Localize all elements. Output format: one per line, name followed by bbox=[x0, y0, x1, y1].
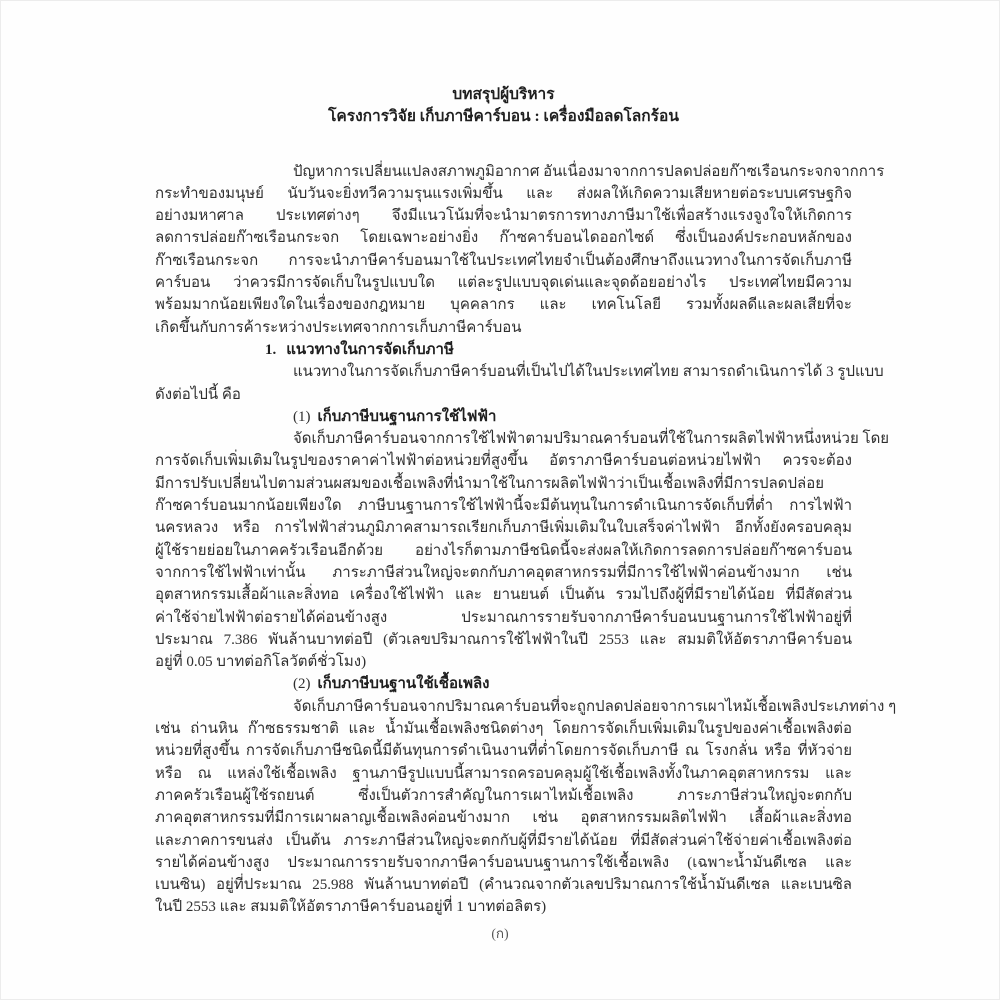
text-line: ดังต่อไปนี้ คือ bbox=[155, 386, 241, 403]
subsection-2-paragraph bbox=[155, 696, 897, 919]
text-line: ภาคครัวเรือนผู้ใช้รถยนต์ ซึ่งเป็นตัวการสำคัญในการเผาไหม้เชื้อเพลิง ภาระภาษีส่วนใหญ่จะตกกับ bbox=[155, 787, 852, 804]
text-line: พร้อมมากน้อยเพียงใดในเรื่องของกฎหมาย บุคคลากร และ เทคโนโลยี รวมทั้งผลดีและผลเสียที่จะ bbox=[155, 297, 852, 314]
intro-paragraph bbox=[155, 161, 885, 339]
subsection-1-heading bbox=[293, 406, 852, 428]
text-line: ก๊าซคาร์บอนมากน้อยเพียงใด ภาษีบนฐานการใช้ไฟฟ้านี้จะมีต้นทุนในการดำเนินการจัดเก็บที่ต่ำ การไฟฟ้า bbox=[155, 498, 852, 515]
text-line: ค่าใช้จ่ายไฟฟ้าต่อรายได้ค่อนข้างสูง ประมาณการรายรับจากภาษีคาร์บอนบนฐานการใช้ไฟฟ้าอยู่ที่ bbox=[155, 609, 852, 626]
subsection-1-title: เก็บภาษีบนฐานการใช้ไฟฟ้า bbox=[317, 408, 497, 425]
text-line: หรือ ณ แหล่งใช้เชื้อเพลิง ฐานภาษีรูปแบบนี้สามารถครอบคลุมผู้ใช้เชื้อเพลิงทั้งในภาคอุตสาหกรรม และ bbox=[155, 765, 852, 782]
text-line: ในปี 2553 และ สมมติให้อัตราภาษีคาร์บอนอยู่ที่ 1 บาทต่อลิตร) bbox=[155, 899, 547, 916]
section-1-lead-paragraph bbox=[155, 361, 884, 406]
section-1-heading bbox=[265, 339, 852, 361]
title-line-1: บทสรุปผู้บริหาร bbox=[452, 86, 555, 103]
text-line: ภาคอุตสาหกรรมที่มีการเผาผลาญเชื้อเพลิงค่อนข้างมาก เช่น อุตสาหกรรมผลิตไฟฟ้า เสื้อผ้าและสิ่งทอ bbox=[155, 810, 852, 827]
subsection-2-number: (2) bbox=[293, 676, 311, 693]
subsection-2-heading bbox=[293, 673, 852, 695]
page-number: (ก) bbox=[491, 925, 509, 941]
text-line: อย่างมหาศาล ประเทศต่างๆ จึงมีแนวโน้มที่จะนำมาตรการทางภาษีมาใช้เพื่อสร้างแรงจูงใจให้เกิดการ bbox=[155, 208, 852, 225]
text-line: ผู้ใช้รายย่อยในภาคครัวเรือนอีกด้วย อย่างไรก็ตามภาษีชนิดนี้จะส่งผลให้เกิดการลดการปล่อยก๊าซคาร์บอน bbox=[155, 542, 852, 559]
text-line: มีการปรับเปลี่ยนไปตามส่วนผสมของเชื้อเพลิงที่นำมาใช้ในการผลิตไฟฟ้าว่าเป็นเชื้อเพลิงที่มีการปลดปล่อย bbox=[155, 475, 824, 492]
section-1-number: 1. bbox=[265, 341, 277, 358]
text-line: กระทำของมนุษย์ นับวันจะยิ่งทวีความรุนแรงเพิ่มขึ้น และ ส่งผลให้เกิดความเสียหายต่อระบบเศรษฐกิจ bbox=[155, 185, 852, 202]
subsection-2-title: เก็บภาษีบนฐานใช้เชื้อเพลิง bbox=[317, 676, 490, 693]
text-line: และภาคการขนส่ง เป็นต้น ภาระภาษีส่วนใหญ่จะตกกับผู้ที่มีรายได้น้อย ที่มีสัดส่วนค่าใช้จ่ายค่าเชื้อเพลิงต่อ bbox=[155, 832, 852, 849]
document-title bbox=[155, 84, 852, 129]
text-line: อยู่ที่ 0.05 บาทต่อกิโลวัตต์ชั่วโมง) bbox=[155, 654, 367, 671]
text-line: ปัญหาการเปลี่ยนแปลงสภาพภูมิอากาศ อันเนื่องมาจากการปลดปล่อยก๊าซเรือนกระจกจากการ bbox=[293, 163, 885, 180]
text-line: จากการใช้ไฟฟ้าเท่านั้น ภาระภาษีส่วนใหญ่จะตกกับภาคอุตสาหกรรมที่มีการใช้ไฟฟ้าค่อนข้างมาก เช่น bbox=[155, 564, 852, 581]
subsection-1-number: (1) bbox=[293, 408, 311, 425]
text-line: อุตสาหกรรมเสื้อผ้าและสิ่งทอ เครื่องใช้ไฟฟ้า และ ยานยนต์ เป็นต้น รวมไปถึงผู้ที่มีรายได้น้อย ที่มีสัดส่วน bbox=[155, 587, 852, 604]
text-line: หน่วยที่สูงขึ้น การจัดเก็บภาษีชนิดนี้มีต้นทุนการดำเนินงานที่ต่ำโดยการจัดเก็บภาษี ณ โรงกลั่น หรือ ที่หัวจ่าย bbox=[155, 743, 852, 760]
text-line: จัดเก็บภาษีคาร์บอนจากปริมาณคาร์บอนที่จะถูกปลดปล่อยจาการเผาไหม้เชื้อเพลิงประเภทต่าง ๆ bbox=[293, 698, 897, 715]
text-line: การจัดเก็บเพิ่มเติมในรูปของราคาค่าไฟฟ้าต่อหน่วยที่สูงขึ้น อัตราภาษีคาร์บอนต่อหน่วยไฟฟ้า ควรจะต้อง bbox=[155, 453, 852, 470]
document-body bbox=[155, 161, 897, 919]
text-line: ลดการปล่อยก๊าซเรือนกระจก โดยเฉพาะอย่างยิ่ง ก๊าซคาร์บอนไดออกไซด์ ซึ่งเป็นองค์ประกอบหลักของ bbox=[155, 230, 852, 247]
section-1-title: แนวทางในการจัดเก็บภาษี bbox=[286, 341, 454, 358]
text-line: ประมาณ 7.386 พันล้านบาทต่อปี (ตัวเลขปริมาณการใช้ไฟฟ้าในปี 2553 และ สมมติให้อัตราภาษีคาร์บอน bbox=[155, 631, 852, 648]
text-line: ก๊าซเรือนกระจก การจะนำภาษีคาร์บอนมาใช้ในประเทศไทยจำเป็นต้องศึกษาถึงแนวทางในการจัดเก็บภาษี bbox=[155, 252, 852, 269]
text-line: แนวทางในการจัดเก็บภาษีคาร์บอนที่เป็นไปได้ในประเทศไทย สามารถดำเนินการได้ 3 รูปแบบ bbox=[293, 364, 884, 381]
text-line: นครหลวง หรือ การไฟฟ้าส่วนภูมิภาคสามารถเรียกเก็บภาษีเพิ่มเติมในใบเสร็จค่าไฟฟ้า อีกทั้งยังครอบคลุม bbox=[155, 520, 852, 537]
title-line-2: โครงการวิจัย เก็บภาษีคาร์บอน : เครื่องมือลดโลกร้อน bbox=[328, 108, 679, 126]
text-line: เกิดขึ้นกับการค้าระหว่างประเทศจากการเก็บภาษีคาร์บอน bbox=[155, 319, 522, 336]
text-line: จัดเก็บภาษีคาร์บอนจากการใช้ไฟฟ้าตามปริมาณคาร์บอนที่ใช้ในการผลิตไฟฟ้าหนึ่งหน่วย โดย bbox=[293, 431, 890, 448]
text-line: คาร์บอน ว่าควรมีการจัดเก็บในรูปแบบใด แต่ละรูปแบบจุดเด่นและจุดด้อยอย่างไร ประเทศไทยมีความ bbox=[155, 275, 852, 292]
subsection-1-paragraph bbox=[155, 428, 890, 673]
text-line: รายได้ค่อนข้างสูง ประมาณการรายรับจากภาษีคาร์บอนบนฐานการใช้เชื้อเพลิง (เฉพาะน้ำมันดีเซล และ bbox=[155, 854, 852, 871]
text-line: เบนซิน) อยู่ที่ประมาณ 25.988 พันล้านบาทต่อปี (คำนวณจากตัวเลขปริมาณการใช้น้ำมันดีเซล และเบนซิล bbox=[155, 877, 852, 894]
text-line: เช่น ถ่านหิน ก๊าซธรรมชาติ และ น้ำมันเชื้อเพลิงชนิดต่างๆ โดยการจัดเก็บเพิ่มเติมในรูปของค่าเชื้อเพลิงต่อ bbox=[155, 721, 852, 738]
